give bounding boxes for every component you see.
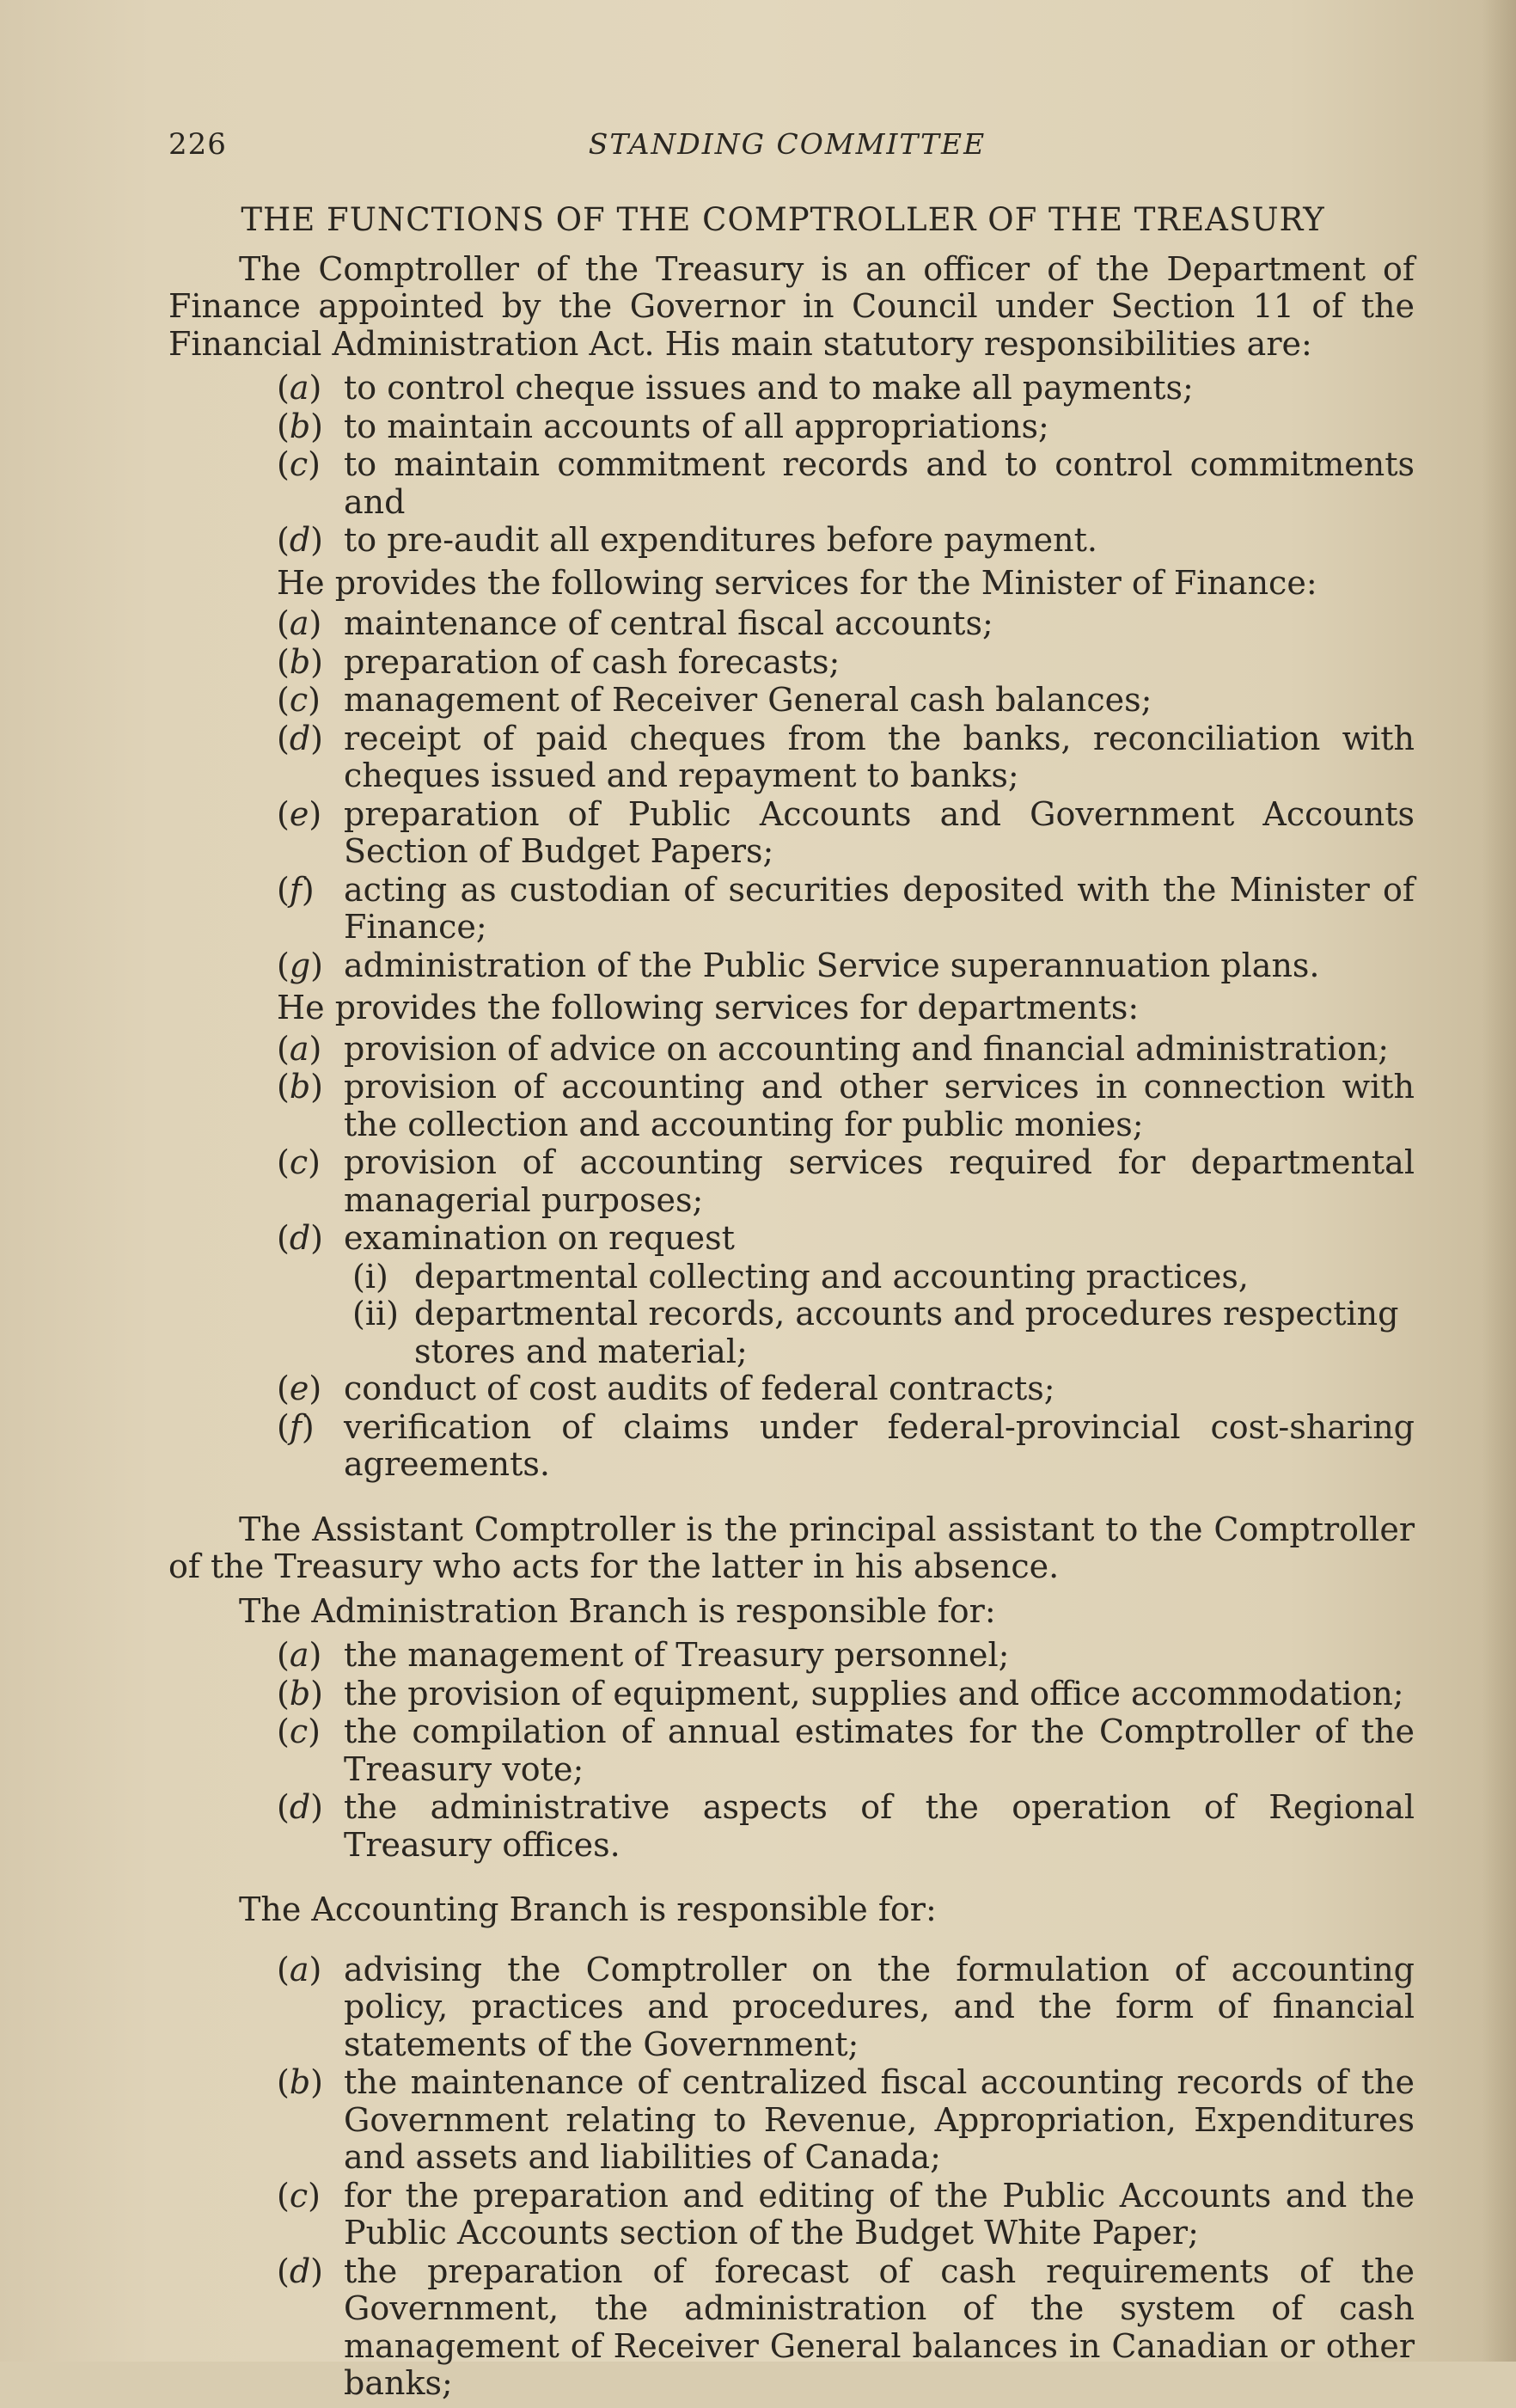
department-services-lead: He provides the following services for departments: bbox=[277, 989, 1140, 1026]
running-title: STANDING COMMITTEE bbox=[588, 127, 987, 161]
list-item: (d) the preparation of forecast of cash requirements of the Government, the administration of the system of cash management of Receiver General balances in Canadian or other banks; bbox=[277, 2252, 1415, 2402]
list-item: (d) the administrative aspects of the operation of Regional Treasury offices. bbox=[277, 1788, 1415, 1864]
list-item: (d) receipt of paid cheques from the banks, reconciliation with cheques issued and repayment to banks; bbox=[277, 719, 1415, 794]
intro-paragraph: The Comptroller of the Treasury is an officer of the Department of Finance appointed by the Governor in Council under Section 11 of the Financial Administration Act. His main statutory responsibilities are: bbox=[168, 249, 1415, 363]
list-item: (b) the maintenance of centralized fiscal accounting records of the Government relating to Revenue, Appropriation, Expenditures and assets and liabilities of Canada; bbox=[277, 2063, 1415, 2176]
list-item: (d) to pre-audit all expenditures before payment. bbox=[277, 521, 1097, 559]
page-number: 226 bbox=[168, 127, 227, 162]
list-item: (c) for the preparation and editing of the Public Accounts and the Public Accounts section of the Budget White Paper; bbox=[277, 2176, 1415, 2252]
list-item: (f) acting as custodian of securities deposited with the Minister of Finance; bbox=[277, 870, 1415, 946]
assistant-comptroller-paragraph: The Assistant Comptroller is the principal assistant to the Comptroller of the Treasury who acts for the latter in his absence. bbox=[168, 1510, 1415, 1585]
administration-branch-list bbox=[168, 1637, 1440, 1864]
accounting-branch-list bbox=[168, 1952, 1440, 2403]
administration-branch-lead: The Administration Branch is responsible for: bbox=[239, 1591, 996, 1630]
list-item: (b) provision of accounting and other services in connection with the collection and accounting for public monies; bbox=[277, 1068, 1415, 1143]
list-item: (a) the management of Treasury personnel; bbox=[277, 1636, 1010, 1674]
statutory-responsibilities-list bbox=[168, 370, 1440, 560]
list-item: (c) to maintain commitment records and to control commitments and bbox=[277, 445, 1415, 521]
list-item: (b) to maintain accounts of all appropriations; bbox=[277, 407, 1049, 445]
sub-list-item: (i) departmental collecting and accounting practices, bbox=[352, 1257, 1250, 1296]
sub-list-item: (ii) departmental records, accounts and procedures respecting stores and material; bbox=[352, 1295, 1399, 1370]
section-heading: THE FUNCTIONS OF THE COMPTROLLER OF THE TREASURY bbox=[241, 201, 1325, 238]
list-item: (b) the provision of equipment, supplies and office accommodation; bbox=[277, 1674, 1404, 1713]
list-item: (a) maintenance of central fiscal accounts; bbox=[277, 604, 993, 642]
list-item: (d) examination on request bbox=[277, 1219, 735, 1257]
list-item: (a) to control cheque issues and to make all payments; bbox=[277, 369, 1194, 407]
list-item: (a) advising the Comptroller on the formulation of accounting policy, practices and procedures, and the form of financial statements of the Government; bbox=[277, 1950, 1415, 2063]
minister-services-list bbox=[168, 605, 1440, 984]
running-header bbox=[168, 127, 1406, 170]
list-item: (e) conduct of cost audits of federal contracts; bbox=[277, 1369, 1055, 1407]
list-item: (f) verification of claims under federal-provincial cost-sharing agreements. bbox=[277, 1407, 1415, 1483]
list-item: (a) provision of advice on accounting and financial administration; bbox=[277, 1029, 1390, 1068]
accounting-branch-lead: The Accounting Branch is responsible for: bbox=[239, 1890, 937, 1928]
list-item: (c) provision of accounting services required for departmental managerial purposes; bbox=[277, 1143, 1415, 1219]
department-services-list bbox=[168, 1031, 1440, 1484]
page-spine-shadow bbox=[1482, 0, 1516, 2362]
list-item: (g) administration of the Public Service superannuation plans. bbox=[277, 946, 1320, 984]
page-body bbox=[168, 201, 1440, 2408]
list-item: (e) preparation of Public Accounts and Government Accounts Section of Budget Papers; bbox=[277, 794, 1415, 870]
list-item: (c) management of Receiver General cash balances; bbox=[277, 681, 1152, 719]
list-item: (c) the compilation of annual estimates for the Comptroller of the Treasury vote; bbox=[277, 1713, 1415, 1788]
list-item: (b) preparation of cash forecasts; bbox=[277, 642, 841, 681]
minister-services-lead: He provides the following services for the Minister of Finance: bbox=[277, 563, 1317, 602]
